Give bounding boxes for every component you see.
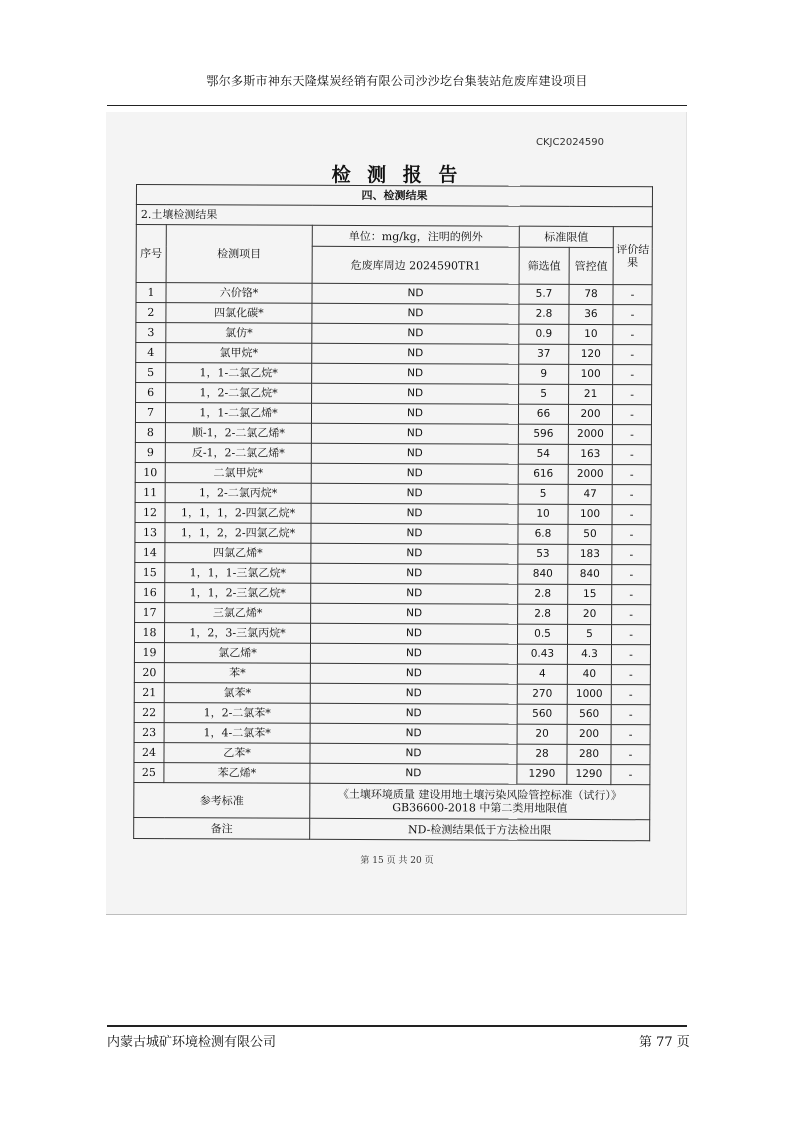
row-screening: 54 — [518, 444, 568, 464]
header-seq: 序号 — [136, 225, 166, 283]
row-screening: 53 — [518, 544, 568, 564]
row-control: 2000 — [568, 424, 612, 444]
row-item: 1，1，1-三氯乙烷* — [165, 563, 311, 584]
reference-row — [134, 782, 650, 819]
table-row — [135, 442, 651, 464]
row-screening: 4 — [517, 664, 567, 684]
row-control: 840 — [568, 564, 612, 584]
row-number: 23 — [134, 722, 164, 742]
table-row — [136, 383, 652, 405]
row-evaluation: - — [611, 645, 650, 665]
row-result: ND — [311, 483, 518, 504]
row-evaluation: - — [613, 345, 652, 365]
table-row — [134, 662, 650, 684]
table-footer — [134, 782, 650, 840]
row-evaluation: - — [612, 405, 651, 425]
row-item: 1，1，2-三氯乙烷* — [165, 583, 311, 604]
header-unit-note: 单位：mg/kg，注明的例外 — [312, 225, 519, 247]
row-result: ND — [310, 663, 517, 684]
table-row — [134, 762, 650, 784]
table-row — [135, 562, 651, 584]
table-row — [136, 283, 652, 305]
row-evaluation: - — [613, 305, 652, 325]
row-result: ND — [312, 383, 519, 404]
row-screening: 596 — [518, 424, 568, 444]
row-number: 8 — [135, 422, 165, 442]
row-evaluation: - — [612, 485, 651, 505]
table-row — [134, 702, 650, 724]
table-row — [135, 403, 651, 425]
section-title-row — [136, 185, 652, 207]
table-row — [135, 522, 651, 544]
row-result: ND — [311, 583, 518, 604]
row-result: ND — [311, 523, 518, 544]
row-evaluation: - — [611, 745, 650, 765]
row-number: 19 — [134, 642, 164, 662]
row-screening: 840 — [518, 564, 568, 584]
row-evaluation: - — [611, 765, 650, 785]
row-evaluation: - — [613, 325, 652, 345]
header-sample: 危废库周边 2024590TR1 — [312, 246, 519, 284]
table-row — [134, 682, 650, 704]
row-result: ND — [312, 343, 519, 364]
table-row — [135, 542, 651, 564]
report-title: 检 测 报 告 — [331, 164, 463, 186]
row-item: 1，1，2，2-四氯乙烷* — [165, 523, 311, 544]
row-item: 1，2-二氯苯* — [164, 703, 310, 724]
row-screening: 5.7 — [519, 284, 569, 304]
table-row — [135, 422, 651, 444]
header-item: 检测项目 — [166, 225, 312, 284]
footer-divider — [107, 1025, 687, 1027]
table-row — [134, 642, 650, 664]
row-number: 24 — [134, 742, 164, 762]
row-screening: 6.8 — [518, 524, 568, 544]
table-body — [136, 185, 652, 285]
row-number: 4 — [136, 343, 166, 363]
row-control: 50 — [568, 524, 612, 544]
row-number: 11 — [135, 482, 165, 502]
row-result: ND — [311, 423, 518, 444]
row-item: 1，2，3-三氯丙烷* — [164, 623, 310, 644]
row-item: 苯* — [164, 663, 310, 684]
row-evaluation: - — [612, 545, 651, 565]
table-row — [135, 582, 651, 604]
row-item: 氯乙烯* — [164, 643, 310, 664]
table-row — [136, 323, 652, 345]
row-number: 17 — [135, 602, 165, 622]
row-control: 163 — [568, 444, 612, 464]
row-number: 22 — [134, 702, 164, 722]
row-evaluation: - — [613, 285, 652, 305]
row-control: 36 — [569, 304, 613, 324]
row-result: ND — [310, 743, 517, 764]
row-control: 100 — [568, 504, 612, 524]
row-evaluation: - — [611, 665, 650, 685]
header-control: 管控值 — [569, 247, 613, 284]
row-result: ND — [311, 463, 518, 484]
row-screening: 9 — [519, 364, 569, 384]
row-number: 7 — [135, 403, 165, 423]
row-evaluation: - — [612, 605, 651, 625]
table-row — [135, 482, 651, 504]
row-screening: 270 — [517, 684, 567, 704]
row-number: 14 — [135, 542, 165, 562]
row-number: 2 — [136, 303, 166, 323]
row-evaluation: - — [611, 705, 650, 725]
row-control: 4.3 — [567, 644, 611, 664]
row-control: 10 — [569, 324, 613, 344]
row-number: 13 — [135, 522, 165, 542]
row-control: 1290 — [567, 764, 611, 784]
row-screening: 10 — [518, 504, 568, 524]
row-screening: 28 — [517, 744, 567, 764]
row-result: ND — [311, 543, 518, 564]
header-standard-limit: 标准限值 — [519, 226, 613, 247]
row-item: 氯仿* — [166, 323, 312, 344]
row-screening: 2.8 — [518, 584, 568, 604]
row-control: 1000 — [567, 684, 611, 704]
row-result: ND — [311, 563, 518, 584]
row-evaluation: - — [613, 365, 652, 385]
row-item: 六价铬* — [166, 283, 312, 304]
row-result: ND — [311, 443, 518, 464]
row-evaluation: - — [612, 425, 651, 445]
subsection-title: 2.土壤检测结果 — [136, 205, 652, 227]
row-result: ND — [310, 703, 517, 724]
section-title: 四、检测结果 — [136, 185, 652, 207]
row-item: 反-1，2-二氯乙烯* — [165, 443, 311, 464]
row-evaluation: - — [613, 385, 652, 405]
row-item: 乙苯* — [164, 743, 310, 764]
row-result: ND — [310, 643, 517, 664]
row-evaluation: - — [611, 625, 650, 645]
note-label: 备注 — [134, 817, 310, 839]
row-number: 5 — [136, 363, 166, 383]
row-item: 1，2-二氯乙烷* — [166, 383, 312, 404]
row-result: ND — [310, 763, 517, 784]
row-item: 1，1-二氯乙烯* — [165, 403, 311, 424]
table-row — [136, 343, 652, 365]
row-result: ND — [312, 303, 519, 324]
table-row — [134, 742, 650, 764]
row-evaluation: - — [612, 565, 651, 585]
row-evaluation: - — [611, 725, 650, 745]
data-rows — [134, 283, 652, 785]
soil-results-table — [133, 184, 653, 841]
row-number: 9 — [135, 442, 165, 462]
table-row — [135, 502, 651, 524]
row-number: 10 — [135, 462, 165, 482]
row-screening: 37 — [519, 344, 569, 364]
row-result: ND — [311, 403, 518, 424]
report-code: CKJC2024590 — [536, 137, 605, 148]
row-control: 560 — [567, 704, 611, 724]
row-control: 200 — [568, 404, 612, 424]
row-item: 氯苯* — [164, 683, 310, 704]
note-text: ND-检测结果低于方法检出限 — [310, 818, 650, 840]
row-screening: 1290 — [517, 764, 567, 784]
row-number: 3 — [136, 323, 166, 343]
row-control: 78 — [569, 284, 613, 304]
row-control: 200 — [567, 724, 611, 744]
row-control: 120 — [569, 344, 613, 364]
row-control: 20 — [568, 604, 612, 624]
header-divider — [107, 105, 687, 106]
row-evaluation: - — [612, 505, 651, 525]
row-evaluation: - — [612, 445, 651, 465]
row-item: 1，1，1，2-四氯乙烷* — [165, 503, 311, 524]
subsection-title-row — [136, 205, 652, 227]
row-control: 15 — [568, 584, 612, 604]
row-screening: 66 — [518, 404, 568, 424]
row-result: ND — [312, 283, 519, 304]
row-result: ND — [310, 683, 517, 704]
row-item: 四氯化碳* — [166, 303, 312, 324]
row-control: 280 — [567, 744, 611, 764]
row-number: 18 — [134, 622, 164, 642]
inner-page-marker: 第 15 页 共 20 页 — [360, 856, 434, 866]
row-result: ND — [311, 503, 518, 524]
row-screening: 0.43 — [517, 644, 567, 664]
header-evaluation: 评价结果 — [613, 227, 652, 285]
row-screening: 0.9 — [519, 324, 569, 344]
row-screening: 5 — [518, 484, 568, 504]
row-control: 47 — [568, 484, 612, 504]
row-item: 二氯甲烷* — [165, 463, 311, 484]
row-evaluation: - — [611, 685, 650, 705]
row-number: 16 — [135, 582, 165, 602]
table-header-row-1 — [136, 225, 652, 248]
row-number: 25 — [134, 762, 164, 782]
row-number: 15 — [135, 562, 165, 582]
row-control: 5 — [567, 624, 611, 644]
row-screening: 20 — [517, 724, 567, 744]
row-result: ND — [312, 323, 519, 344]
row-item: 1，2-二氯丙烷* — [165, 483, 311, 504]
row-screening: 2.8 — [518, 604, 568, 624]
row-screening: 2.8 — [519, 304, 569, 324]
row-item: 1，4-二氯苯* — [164, 723, 310, 744]
row-result: ND — [310, 623, 517, 644]
row-result: ND — [312, 363, 519, 384]
row-control: 40 — [567, 664, 611, 684]
row-result: ND — [310, 723, 517, 744]
row-item: 氯甲烷* — [166, 343, 312, 364]
row-screening: 560 — [517, 704, 567, 724]
row-item: 顺-1，2-二氯乙烯* — [165, 423, 311, 444]
row-result: ND — [311, 603, 518, 624]
row-control: 100 — [569, 364, 613, 384]
row-evaluation: - — [612, 585, 651, 605]
row-number: 6 — [136, 383, 166, 403]
reference-text: 《土壤环境质量 建设用地土壤污染风险管控标准（试行）》GB36600-2018 中第二类用地限值 — [310, 783, 650, 819]
row-item: 四氯乙烯* — [165, 543, 311, 564]
row-control: 2000 — [568, 464, 612, 484]
table-row — [136, 303, 652, 325]
row-number: 1 — [136, 283, 166, 303]
row-number: 21 — [134, 682, 164, 702]
row-control: 21 — [569, 384, 613, 404]
row-evaluation: - — [612, 465, 651, 485]
row-item: 1，1-二氯乙烷* — [166, 363, 312, 384]
row-screening: 5 — [519, 384, 569, 404]
row-number: 12 — [135, 502, 165, 522]
table-row — [134, 722, 650, 744]
row-evaluation: - — [612, 525, 651, 545]
reference-label: 参考标准 — [134, 782, 310, 818]
header-screening: 筛选值 — [519, 247, 569, 284]
table-row — [135, 602, 651, 624]
page-header: 鄂尔多斯市神东天隆煤炭经销有限公司沙沙圪台集装站危废库建设项目 — [206, 74, 588, 88]
row-screening: 616 — [518, 464, 568, 484]
table-row — [134, 622, 650, 644]
note-row — [134, 817, 650, 840]
footer-page-number: 第 77 页 — [639, 1035, 690, 1050]
row-item: 三氯乙烯* — [165, 603, 311, 624]
row-control: 183 — [568, 544, 612, 564]
footer-company: 内蒙古城矿环境检测有限公司 — [107, 1035, 277, 1050]
table-row — [136, 363, 652, 385]
row-screening: 0.5 — [517, 624, 567, 644]
row-number: 20 — [134, 662, 164, 682]
row-item: 苯乙烯* — [164, 763, 310, 784]
table-row — [135, 462, 651, 484]
